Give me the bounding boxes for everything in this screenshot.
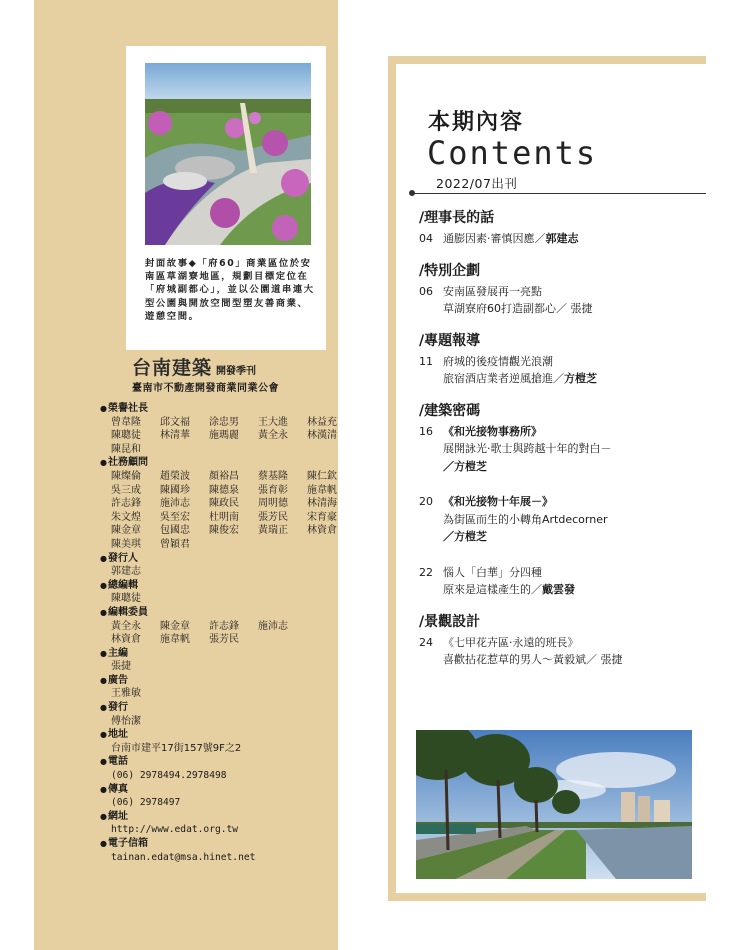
- cover-caption: 封面故事◆「府60」商業區位於安南區草湖寮地區，規劃目標定位在「府城副都心」，並以公園道串連大型公園與開放空間型塑友善商業、遊憩空間。: [145, 258, 315, 322]
- colophon-heading: ● 編輯委員: [100, 606, 362, 620]
- entry-title: 《和光接物十年展－》: [443, 495, 553, 508]
- colophon-heading: ● 地址: [100, 728, 362, 742]
- section-title: /特別企劃: [419, 262, 481, 279]
- divider: [410, 193, 706, 194]
- publisher-value: 郭建志: [111, 566, 141, 578]
- section-title: /景觀設計: [419, 613, 481, 630]
- editorial-names: 黃全永 陳金章 許志鋒 施沛志 林資倉 施韋帆 張芳民: [111, 620, 288, 646]
- entry-subtitle: 原來是這樣產生的／: [443, 583, 542, 596]
- council-names: 陳燦倫 趙榮波 顏裕昌 蔡基隆 陳仁欽吳三成 陳國珍 陳德泉 張育彰 施韋帆許志鋒 施沛志 陳政民 周明德 林清海朱文煌 吳至宏 杜明南 張芳民 宋育豪陳金章 包國忠 陳俊宏 黃瑞正 林資倉陳美琪 曾穎君: [111, 470, 337, 550]
- colophon-heading: ● 廣告: [100, 674, 362, 688]
- cover-image: [145, 63, 311, 245]
- chief-editor-value: 陳聰徒: [111, 593, 141, 605]
- entry-author: 郭建志: [545, 232, 579, 245]
- entry-title: 《和光接物事務所》: [443, 424, 542, 438]
- page-number: 20: [419, 495, 433, 508]
- website-link[interactable]: http://www.edat.org.tw: [111, 824, 239, 836]
- entry-title: 安南區發展再一亮點: [443, 284, 542, 298]
- magazine-subtitle: 開發季刊: [216, 366, 257, 377]
- address-value: 台南市建平17街157號9F之2: [111, 742, 242, 754]
- entry-subtitle: 旅宿酒店業者逆風搶進／: [443, 372, 564, 385]
- toc-section: [419, 611, 709, 669]
- issue-date: 2022/07出刊: [436, 176, 518, 191]
- entry-author: ／方榿芝: [443, 459, 487, 473]
- toc-entry[interactable]: [419, 230, 709, 248]
- phone-value: (06) 2978494.2978498: [111, 770, 227, 782]
- landscape-photo: [416, 730, 692, 879]
- section-title: /理事長的話: [419, 210, 495, 226]
- toc-section: [419, 400, 709, 599]
- colophon-heading: ● 發行: [100, 701, 362, 715]
- page-number: 24: [419, 635, 433, 649]
- fax-value: (06) 2978497: [111, 797, 181, 809]
- magazine-org: 臺南市不動產開發商業同業公會: [132, 383, 279, 394]
- entry-subtitle: 草湖寮府60打造副都心／ 張捷: [443, 302, 593, 315]
- colophon-heading: ● 社務顧問: [100, 456, 362, 470]
- colophon-heading: ● 電話: [100, 755, 362, 769]
- colophon: [100, 402, 362, 864]
- page-number: 22: [419, 565, 433, 579]
- entry-author: 方榿芝: [564, 372, 597, 385]
- page-number: 16: [419, 424, 433, 438]
- contents-heading-zh: 本期內容: [428, 110, 525, 135]
- entry-author: ／方榿芝: [443, 530, 487, 543]
- contents-heading-en: Contents: [427, 134, 598, 172]
- honorary-names: 曾韋隆 邱文福 涂忠男 王大進 林益充陳聰徒 林清華 施瑪麗 黃全永 林漢清陳昆和: [111, 416, 337, 455]
- colophon-heading: ● 發行人: [100, 552, 362, 566]
- editor-value: 張捷: [111, 661, 131, 673]
- colophon-heading: ● 總編輯: [100, 579, 362, 593]
- toc-entry[interactable]: [419, 493, 709, 546]
- magazine-title: 台南建築: [132, 357, 213, 379]
- entry-subtitle: 喜歡拈花惹草的男人～黃毅斌／ 張捷: [443, 653, 623, 666]
- entry-subtitle: 展開詠光‧歌士與跨越十年的對白－: [443, 442, 612, 455]
- sidebar: [34, 0, 338, 950]
- cover-card: [126, 46, 326, 350]
- entry-title: 通膨因素‧審慎因應／: [443, 232, 546, 245]
- ads-value: 王雅敏: [111, 688, 141, 700]
- colophon-heading: ● 傳真: [100, 783, 362, 797]
- toc-entry[interactable]: [419, 353, 709, 388]
- toc-entry[interactable]: [419, 564, 709, 599]
- email-link[interactable]: tainan.edat@msa.hinet.net: [111, 851, 256, 863]
- section-title: /專題報導: [419, 332, 481, 349]
- colophon-heading: ● 電子信箱: [100, 837, 362, 851]
- toc-section: [419, 260, 709, 318]
- toc-section: [419, 207, 709, 248]
- toc-entry[interactable]: [419, 634, 709, 669]
- toc-entry[interactable]: [419, 423, 709, 476]
- entry-title: 《七甲花卉區‧永遠的班長》: [443, 635, 579, 649]
- colophon-heading: ● 主編: [100, 647, 362, 661]
- page-number: 04: [419, 232, 433, 245]
- entry-title: 府城的後疫情觀光浪潮: [443, 354, 553, 368]
- distribution-value: 傅怡潔: [111, 715, 141, 727]
- section-title: /建築密碼: [419, 402, 481, 419]
- entry-title: 惱人「白華」分四種: [443, 565, 542, 579]
- entry-subtitle: 為街區而生的小轉角Artdecorner: [443, 512, 608, 526]
- entry-author: 戴雲發: [542, 583, 575, 596]
- page-number: 11: [419, 354, 433, 368]
- table-of-contents: [419, 207, 709, 681]
- toc-section: [419, 330, 709, 388]
- page-number: 06: [419, 284, 433, 298]
- colophon-heading: ● 網址: [100, 810, 362, 824]
- magazine-masthead: [132, 353, 332, 394]
- toc-entry[interactable]: [419, 283, 709, 318]
- colophon-heading: ● 榮譽社長: [100, 402, 362, 416]
